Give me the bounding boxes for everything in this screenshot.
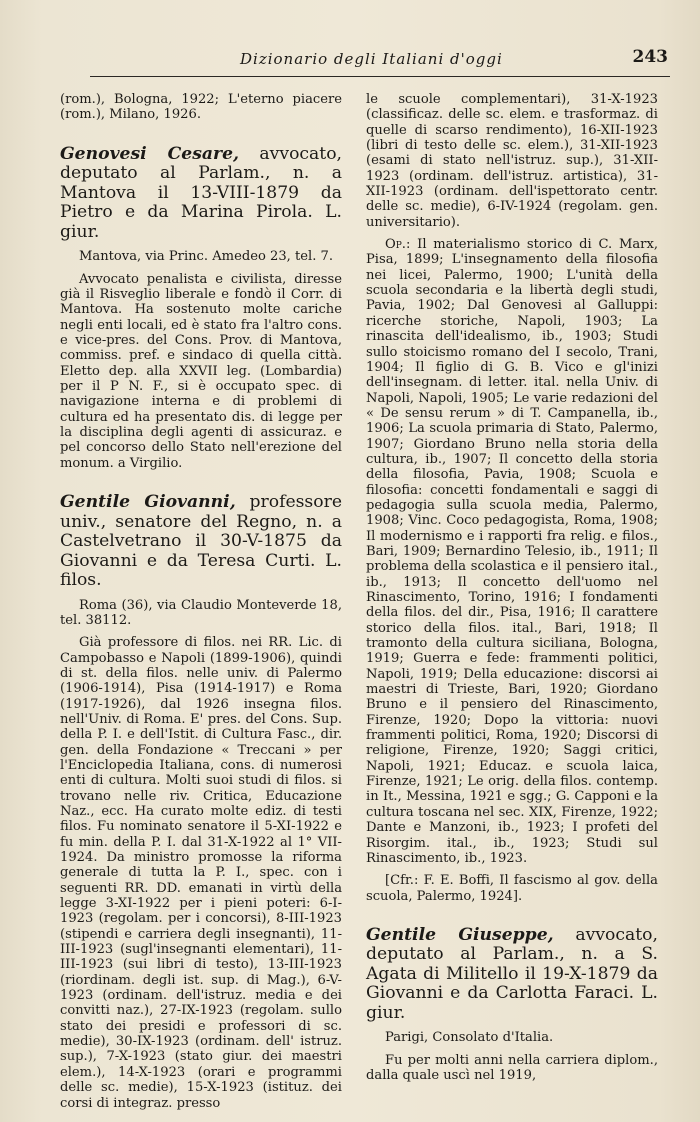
entry-biography: Fu per molti anni nella carriera diplom., dalla quale uscì nel 1919, [366, 1052, 658, 1084]
entry-address: Mantova, via Princ. Amedeo 23, tel. 7. [79, 249, 334, 265]
entry-address: Roma (36), via Claudio Monteverde 18, tel. 38112. [60, 597, 342, 628]
reference-citation: [Cfr.: F. E. Boffi, Il fascismo al gov. della scuola, Palermo, 1924]. [366, 873, 658, 904]
page-number: 243 [632, 47, 668, 67]
works-label: Op.: [385, 237, 411, 253]
right-column [366, 92, 658, 1083]
continued-text: le scuole complementari), 31-X-1923 (classificaz. delle sc. elem. e trasformaz. di quelle di scarso rendimento), 16-XII-1923 (libri di testo delle sc. elem.), 31-XII-1923 (esami di stato nell'istruz. sup.), 31-XII-1923 (ordinam. dell'istruz. artistica), 31-XII-1923 (ordinam. dell'ispettorato centr. delle sc. medie), 6-IV-1924 (regolam. gen. universitario). [366, 92, 658, 230]
entry-address: Parigi, Consolato d'Italia. [385, 1030, 554, 1046]
entry-biography: Avvocato penalista e civilista, diresse già il Risveglio liberale e fondò il Corr. di Mantova. Ha sostenuto molte cariche negli enti locali, ed è stato fra l'altro cons. e vice-pres. del Cons. Prov. di Mantova, commiss. pref. e sindaco di quella città. Eletto dep. alla XXVII leg. (Lombardia) per il P N. F., si è occupato spec. di navigazione interna e di problemi di cultura ed ha presentato dis. di legge per la disciplina degli agenti di assicuraz. e pel concorso dello Stato nell'erezione del monum. a Virgilio. [60, 271, 342, 471]
entry-biography: Già professore di filos. nei RR. Lic. di Campobasso e Napoli (1899-1906), quindi di st. della filos. nelle univ. di Palermo (1906-1914), Pisa (1914-1917) e Roma (1917-1926), dal 1926 insegna filos. nell'Univ. di Roma. E' pres. del Cons. Sup. della P. I. e dell'Istit. di Cultura Fasc., dir. gen. della Fondazione « Treccani » per l'Enciclopedia Italiana, cons. di numerosi enti di cultura. Molti suoi studi di filos. si trovano nelle riv. Critica, Educazione Naz., ecc. Ha curato molte ediz. di testi filos. Fu nominato senatore il 5-XI-1922 e fu min. della P. I. dal 31-X-1922 al 1° VII-1924. Da ministro promosse la riforma generale di tutta la P. I., spec. con i seguenti RR. DD. emanati in virtù della legge 3-XI-1922 per i pieni poteri: 6-I-1923 (regolam. per i concorsi), 8-III-1923 (stipendi e carriera degli insegnanti), 11-III-1923 (sugl'insegnanti elementari), 11-III-1923 (sui libri di testo), 13-III-1923 (riordinam. degli ist. sup. di Mag.), 6-V-1923 (ordinam. dell'istruz. media e dei convitti naz.), 27-IX-1923 (regolam. sullo stato dei presidi e professori di sc. medie), 30-IX-1923 (ordinam. dell' istruz. sup.), 7-X-1923 (stato giur. dei maestri elem.), 14-X-1923 (orari e programmi delle sc. medie), 15-X-1923 (istituz. dei corsi di integraz. presso [60, 635, 342, 1111]
entry-heading-gentile-giuseppe [366, 926, 658, 1024]
works-text: Il materialismo storico di C. Marx, Pisa, 1899; L'insegnamento della filosofia nei licei, Palermo, 1900; L'unità della scuola secondaria e la libertà degli studi, Pavia, 1902; Dal Genovesi al Galluppi: ricerche storiche, Napoli, 1903; La rinascita dell'idealismo, ib., 1903; Studi sullo stoicismo romano del I secolo, Trani, 1904; Il figlio di G. B. Vico e gl'inizi dell'insegnam. di letter. ital. nella Univ. di Napoli, Napoli, 1905; Le varie redazioni del « De sensu rerum » di T. Campanella, ib., 1906; La scuola primaria di Stato, Palermo, 1907; Giordano Bruno nella storia della cultura, ib., 1907; Il concetto della storia della filosofia, Pavia, 1908; Scuola e filosofia: concetti fondamentali e saggi di pedagogia sulla scuola media, Palermo, 1908; Vinc. Coco pedagogista, Roma, 1908; Il modernismo e i rapporti fra relig. e filos., Bari, 1909; Bernardino Telesio, ib., 1911; Il problema della scolastica e il pensiero ital., ib., 1913; Il concetto dell'uomo nel Rinascimento, Torino, 1916; I fondamenti della filos. del dir., Pisa, 1916; Il carattere storico della filos. ital., Bari, 1918; Il tramonto della cultura siciliana, Bologna, 1919; Guerra e fede: frammenti politici, Napoli, 1919; Della educazione: discorsi ai maestri di Trieste, Bari, 1920; Giordano Bruno e il pensiero del Rinascimento, Firenze, 1920; Dopo la vittoria: nuovi frammenti politici, Roma, 1920; Discorsi di religione, Firenze, 1920; Saggi critici, Napoli, 1921; Educaz. e scuola laica, Firenze, 1921; Le orig. della filos. contemp. in It., Messina, 1921 e sgg.; G. Capponi e la cultura toscana nel sec. XIX, Firenze, 1922; Dante e Manzoni, ib., 1923; I profeti del Risorgim. ital., ib., 1923; Studi sul Rinascimento, ib., 1923. [366, 237, 658, 866]
running-title: Dizionario degli Italiani d'oggi [240, 50, 503, 68]
page-header [90, 44, 670, 77]
entry-heading-text: avvocato, deputato al Parlam., n. a S. Agata di Militello il 19-X-1879 da Giovanni e da Carlotta Faraci. L. giur. [366, 924, 658, 1023]
entry-heading-text: avvocato, deputato al Parlam., n. a Mantova il 13-VIII-1879 da Pietro e da Marina Pirola. L. giur. [60, 143, 343, 242]
entry-name: Gentile Giovanni, [60, 492, 236, 512]
entry-name: Gentile Giuseppe, [366, 924, 554, 945]
continued-text: (rom.), Bologna, 1922; L'eterno piacere (rom.), Milano, 1926. [60, 92, 342, 123]
left-column [60, 92, 342, 1111]
entry-heading-text: professore univ., senatore del Regno, n. a Castelvetrano il 30-V-1875 da Giovanni e da Teresa Curti. L. filos. [60, 492, 342, 590]
entry-heading-gentile-giovanni [60, 493, 342, 591]
entry-name: Genovesi Cesare, [60, 143, 240, 164]
entry-heading-genovesi [60, 145, 342, 243]
works-list [366, 237, 658, 866]
